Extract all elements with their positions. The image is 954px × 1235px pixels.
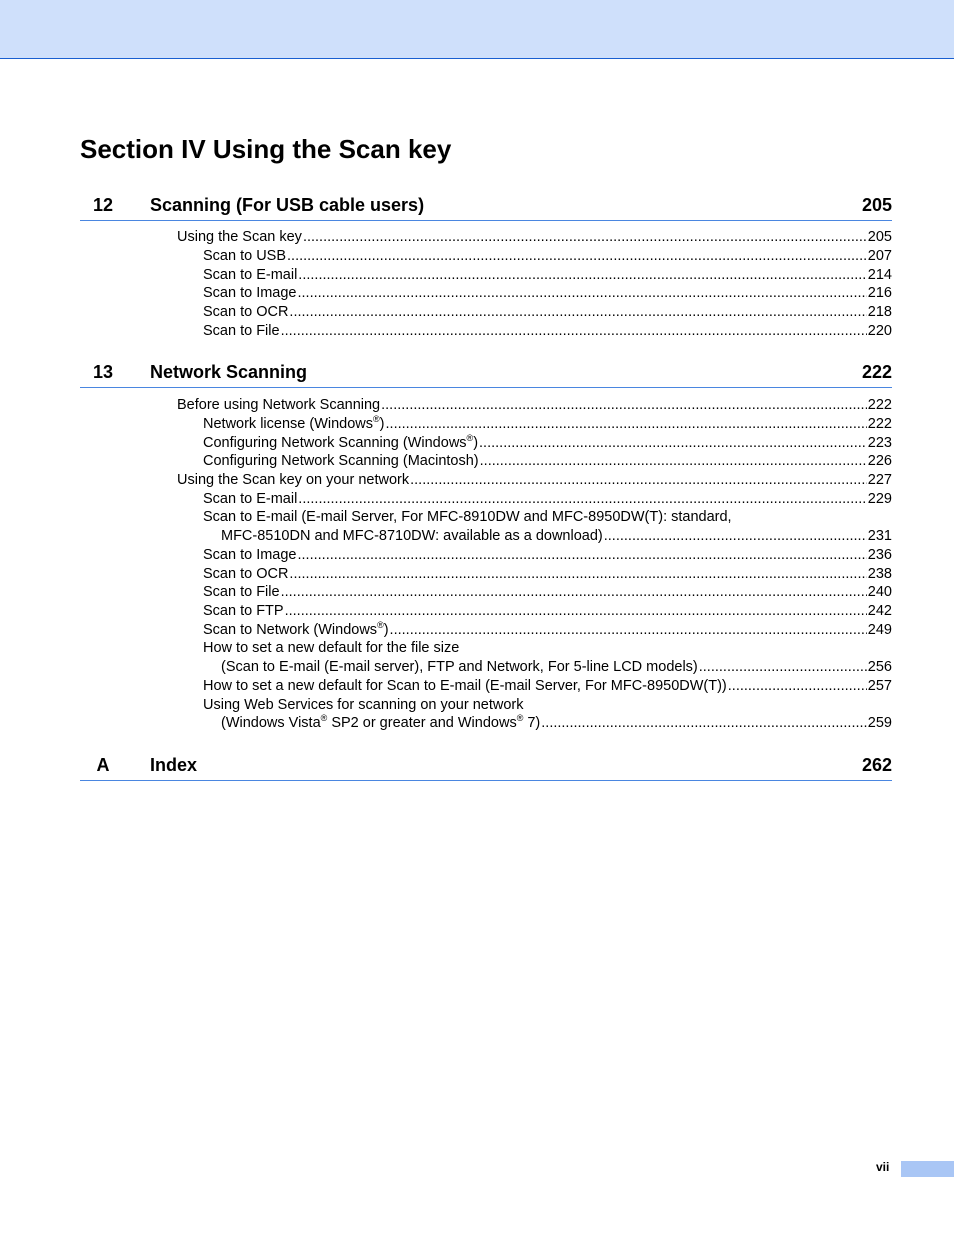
toc-entry[interactable] — [221, 658, 892, 677]
toc-entry[interactable]: Network license (Windows®) ..... 222 — [203, 415, 892, 434]
toc-entry-text: Before using Network Scanning — [177, 397, 381, 413]
toc-entry[interactable] — [203, 583, 892, 602]
toc-entry-text: Using the Scan key on your network — [177, 472, 410, 488]
toc-entry-page: 207 — [867, 248, 892, 264]
chapter-heading[interactable] — [80, 194, 892, 221]
toc-entry-text: Scan to File — [203, 584, 280, 600]
toc-entry[interactable]: Configuring Network Scanning (Windows®) ..... 223 — [203, 434, 892, 453]
toc-entry-page: 226 — [867, 453, 892, 469]
page-number: vii — [876, 1160, 890, 1174]
toc-entry-page: 222 — [867, 397, 892, 413]
chapter-title: Index — [150, 755, 198, 775]
chapter-page: 205 — [861, 195, 892, 215]
toc-entry-page: 259 — [867, 715, 892, 731]
registered-mark: ® — [373, 414, 380, 425]
toc-entry-page: 240 — [867, 584, 892, 600]
toc-entry-page: 231 — [867, 528, 892, 544]
toc-entry-line[interactable]: Using Web Services for scanning on your network — [203, 697, 524, 713]
toc-entry-page: 249 — [867, 622, 892, 638]
toc-entry-text: Scan to USB — [203, 248, 287, 264]
chapter-heading[interactable] — [80, 754, 892, 781]
toc-entry-text: Scan to OCR — [203, 304, 289, 320]
toc-entry-text: Scan to File — [203, 323, 280, 339]
toc-entry[interactable] — [203, 546, 892, 565]
chapter-number: A — [96, 755, 110, 775]
toc-entry-line[interactable]: How to set a new default for the file size — [203, 640, 460, 656]
chapter-page: 222 — [861, 362, 892, 382]
toc-entry[interactable]: Scan to Network (Windows®) ..... 249 — [203, 621, 892, 640]
chapter-title: Scanning (For USB cable users) — [150, 195, 425, 215]
toc-entry-page: 227 — [867, 472, 892, 488]
header-band — [0, 0, 954, 59]
toc-entry[interactable] — [203, 565, 892, 584]
toc-entry-page: 236 — [867, 547, 892, 563]
toc-entry-page: 205 — [867, 229, 892, 245]
toc-entry-page: 216 — [867, 285, 892, 301]
toc-entry-page: 218 — [867, 304, 892, 320]
toc-entry-text: Scan to E-mail — [203, 267, 298, 283]
toc-entry[interactable] — [203, 247, 892, 266]
toc-entry-text: How to set a new default for Scan to E-mail (E-mail Server, For MFC-8950DW(T)) — [203, 678, 727, 694]
toc-entry-text: Network license (Windows — [203, 416, 374, 432]
toc-entry-text: Scan to FTP — [203, 603, 284, 619]
registered-mark: ® — [320, 713, 328, 724]
chapter-title: Network Scanning — [150, 362, 308, 382]
toc-entry-page: 222 — [867, 416, 892, 432]
toc-entry-page: 238 — [867, 566, 892, 582]
toc-entry-line[interactable]: Scan to E-mail (E-mail Server, For MFC-8910DW and MFC-8950DW(T): standard, — [203, 509, 732, 525]
toc-entry-page: 214 — [867, 267, 892, 283]
toc-entry-text: Scan to Image — [203, 285, 297, 301]
registered-mark: ® — [466, 433, 474, 444]
section-title: Section IV Using the Scan key — [80, 134, 452, 164]
toc-entry[interactable] — [203, 284, 892, 303]
toc-entry[interactable]: (Windows Vista® SP2 or greater and Windows® 7) ..... 259 — [221, 714, 892, 733]
toc-entry[interactable] — [203, 452, 892, 471]
toc-entry-text: Scan to OCR — [203, 566, 289, 582]
toc-entry-page: 242 — [867, 603, 892, 619]
chapter-heading[interactable] — [80, 361, 892, 388]
toc-entry-text: Configuring Network Scanning (Windows — [203, 435, 467, 451]
chapter-number: 12 — [92, 195, 114, 215]
toc-entry-text: (Scan to E-mail (E-mail server), FTP and Network, For 5-line LCD models) — [221, 659, 698, 675]
toc-entry-text: Scan to Image — [203, 547, 297, 563]
toc-entry[interactable] — [203, 303, 892, 322]
toc-entry[interactable] — [221, 527, 892, 546]
toc-entry-text: Scan to Network (Windows — [203, 622, 378, 638]
toc-entry[interactable] — [203, 322, 892, 341]
toc-entry[interactable] — [203, 490, 892, 509]
toc-entry[interactable] — [203, 266, 892, 285]
toc-entry-text: Scan to E-mail — [203, 491, 298, 507]
chapter-number: 13 — [92, 362, 114, 382]
page-number-tab — [901, 1161, 954, 1177]
registered-mark: ® — [516, 713, 524, 724]
toc-entry[interactable] — [177, 471, 892, 490]
toc-entry[interactable] — [203, 602, 892, 621]
toc-entry-text: Configuring Network Scanning (Macintosh) — [203, 453, 479, 469]
toc-entry[interactable] — [177, 396, 892, 415]
toc-entry-text: Using the Scan key — [177, 229, 302, 245]
registered-mark: ® — [377, 620, 384, 631]
chapter-page: 262 — [861, 755, 892, 775]
toc-entry-text: (Windows Vista — [221, 715, 321, 731]
toc-entry-page: 229 — [867, 491, 892, 507]
toc-entry-page: 223 — [867, 435, 892, 451]
toc-entry[interactable] — [203, 677, 892, 696]
toc-entry-page: 257 — [867, 678, 892, 694]
toc-entry[interactable] — [177, 228, 892, 247]
toc-entry-page: 256 — [867, 659, 892, 675]
toc-entry-text: MFC-8510DN and MFC-8710DW: available as a download) — [221, 528, 603, 544]
toc-entry-page: 220 — [867, 323, 892, 339]
